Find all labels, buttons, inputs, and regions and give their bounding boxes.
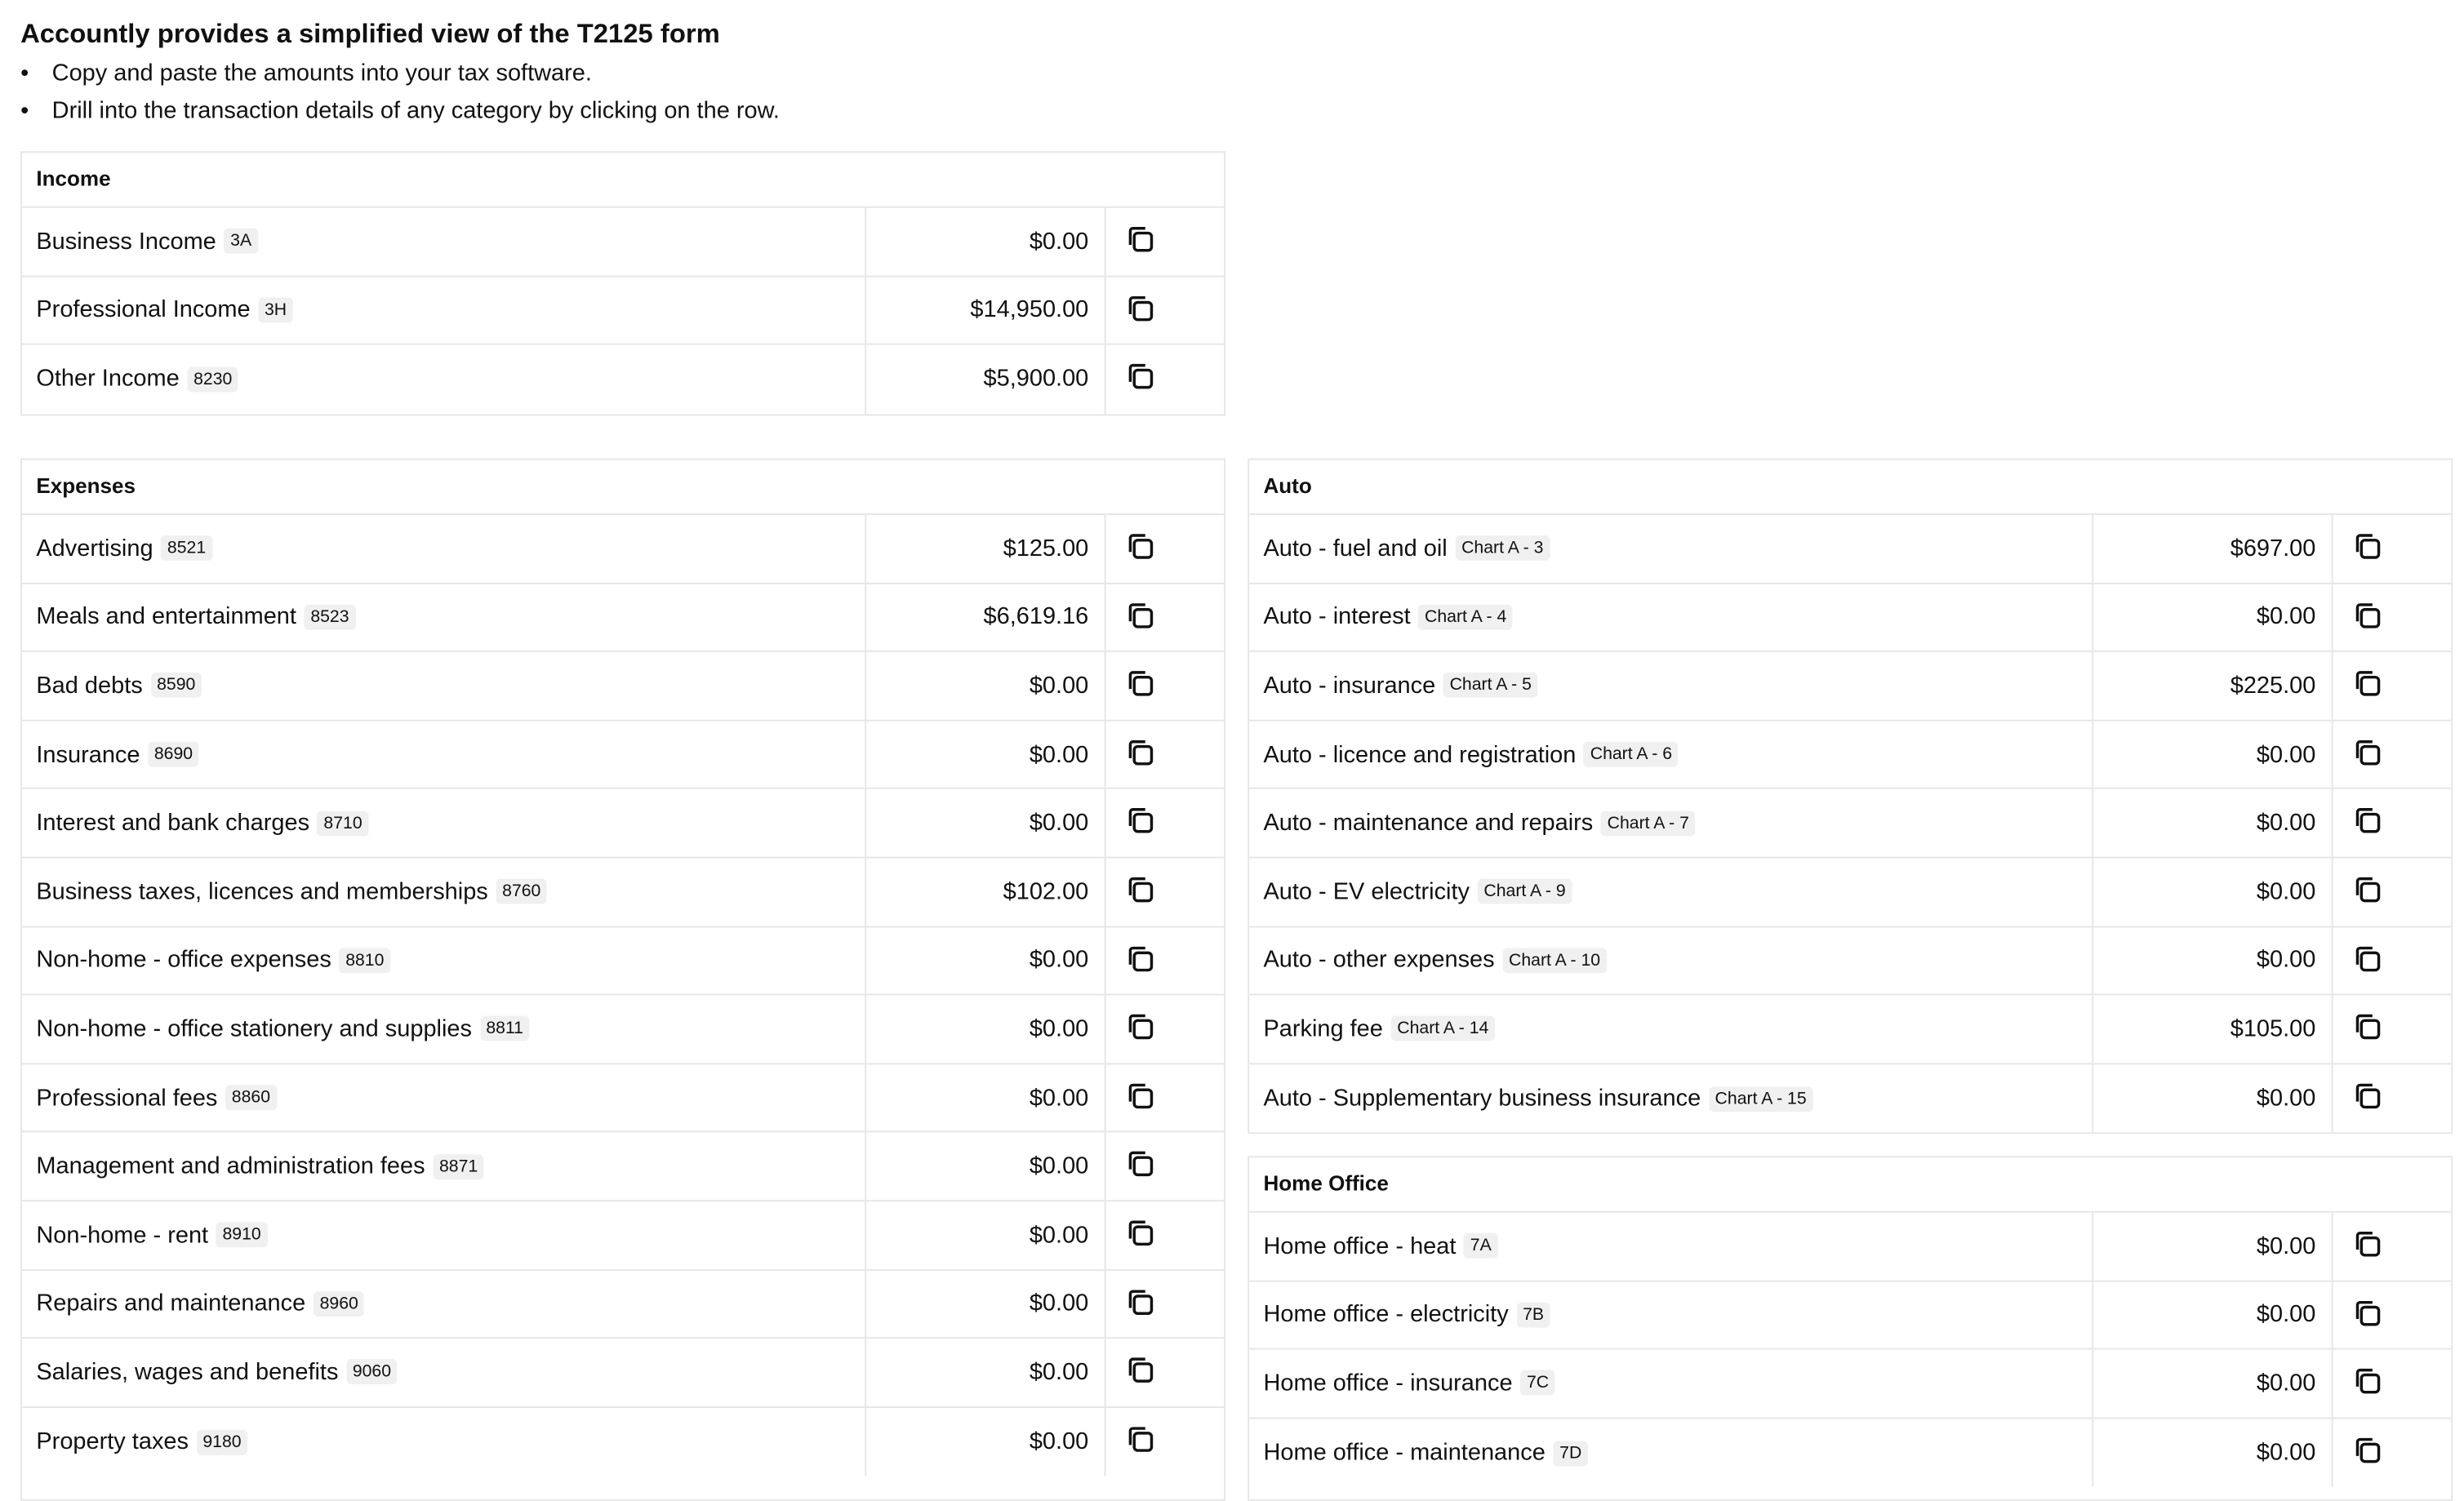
copy-amount-button[interactable]: [1125, 943, 1157, 975]
copy-icon: [2352, 806, 2384, 837]
form-line-code-badge: Chart A - 10: [1502, 948, 1607, 973]
copy-cell: [1106, 1064, 1225, 1131]
row-label-cell: [22, 1339, 866, 1406]
row-amount: $105.00: [2093, 996, 2333, 1063]
copy-amount-button[interactable]: [1125, 1217, 1157, 1249]
row-label: Business Income: [36, 228, 216, 255]
row-label-cell: [1249, 1419, 2093, 1487]
expenses-panel: [20, 458, 1225, 1500]
copy-amount-button[interactable]: [2352, 1434, 2384, 1466]
row-amount: $102.00: [866, 859, 1105, 926]
copy-cell: [2333, 721, 2452, 788]
table-row[interactable]: [22, 859, 1224, 927]
form-line-code-badge: 8860: [225, 1086, 277, 1111]
copy-icon: [1125, 292, 1157, 324]
form-line-code-badge: Chart A - 14: [1391, 1016, 1496, 1041]
row-label-cell: [22, 1201, 866, 1268]
form-line-code-badge: 7C: [1520, 1371, 1555, 1397]
row-amount: $0.00: [866, 789, 1105, 856]
copy-icon: [1125, 1217, 1157, 1249]
copy-cell: [2333, 652, 2452, 719]
copy-amount-button[interactable]: [1125, 531, 1157, 562]
row-label-cell: [1249, 859, 2093, 926]
table-row[interactable]: [22, 208, 1224, 277]
row-label: Auto - Supplementary business insurance: [1263, 1085, 1701, 1112]
row-amount: $0.00: [866, 1270, 1105, 1337]
copy-amount-button[interactable]: [1125, 668, 1157, 699]
table-row[interactable]: [1249, 927, 2451, 996]
row-label-cell: [1249, 515, 2093, 582]
copy-amount-button[interactable]: [2352, 1228, 2384, 1260]
table-row[interactable]: [22, 996, 1224, 1064]
row-label-cell: [22, 1270, 866, 1337]
instruction-item: • Copy and paste the amounts into your tax software.: [20, 56, 780, 92]
form-line-code-badge: 8230: [187, 367, 238, 393]
copy-icon: [2352, 1228, 2384, 1260]
copy-amount-button[interactable]: [1125, 292, 1157, 324]
form-line-code-badge: 3H: [258, 297, 293, 322]
copy-cell: [1106, 1407, 1225, 1476]
row-label-cell: [22, 927, 866, 994]
copy-amount-button[interactable]: [2352, 737, 2384, 769]
income-panel-title: Income: [22, 153, 1224, 208]
row-label: Auto - licence and registration: [1263, 740, 1577, 768]
form-line-code-badge: 9180: [197, 1429, 248, 1454]
row-label: Professional Income: [36, 296, 251, 324]
form-line-code-badge: 8523: [305, 605, 356, 630]
table-row[interactable]: [1249, 1213, 2451, 1281]
copy-cell: [2333, 1213, 2452, 1280]
row-amount: $5,900.00: [866, 345, 1105, 414]
copy-cell: [1106, 996, 1225, 1063]
copy-amount-button[interactable]: [1125, 874, 1157, 906]
row-label-cell: [22, 1407, 866, 1476]
table-row[interactable]: [22, 1270, 1224, 1339]
table-row[interactable]: [22, 1407, 1224, 1476]
form-line-code-badge: 8521: [161, 536, 212, 562]
copy-amount-button[interactable]: [2352, 943, 2384, 975]
copy-icon: [1125, 361, 1157, 393]
copy-cell: [2333, 1281, 2452, 1348]
copy-amount-button[interactable]: [2352, 1080, 2384, 1112]
row-amount: $125.00: [866, 515, 1105, 582]
copy-icon: [1125, 1355, 1157, 1387]
form-line-code-badge: 7A: [1464, 1233, 1497, 1259]
copy-icon: [1125, 943, 1157, 975]
row-label-cell: [22, 584, 866, 651]
row-amount: $0.00: [2093, 721, 2333, 788]
row-label: Salaries, wages and benefits: [36, 1359, 339, 1386]
row-amount: $0.00: [866, 1064, 1105, 1131]
table-row[interactable]: [1249, 789, 2451, 858]
form-line-code-badge: Chart A - 7: [1601, 810, 1696, 836]
form-line-code-badge: Chart A - 3: [1455, 536, 1550, 562]
row-label: Auto - fuel and oil: [1263, 535, 1448, 562]
copy-cell: [2333, 1064, 2452, 1133]
row-label: Auto - other expenses: [1263, 947, 1495, 975]
copy-cell: [2333, 996, 2452, 1063]
copy-icon: [2352, 599, 2384, 631]
row-label: Non-home - rent: [36, 1221, 209, 1249]
form-line-code-badge: 8810: [339, 948, 390, 973]
copy-amount-button[interactable]: [1125, 1148, 1157, 1180]
row-amount: $0.00: [2093, 1281, 2333, 1348]
row-label: Home office - electricity: [1263, 1301, 1509, 1329]
row-amount: $6,619.16: [866, 584, 1105, 651]
copy-cell: [1106, 208, 1225, 275]
row-label: Home office - insurance: [1263, 1370, 1513, 1397]
row-amount: $0.00: [2093, 1350, 2333, 1417]
row-amount: $0.00: [866, 208, 1105, 275]
table-row[interactable]: [1249, 721, 2451, 789]
row-label-cell: [1249, 1213, 2093, 1280]
copy-cell: [2333, 859, 2452, 926]
row-label-cell: [22, 208, 866, 275]
form-line-code-badge: 8960: [314, 1291, 365, 1317]
copy-amount-button[interactable]: [1125, 1011, 1157, 1043]
row-label: Non-home - office stationery and supplies: [36, 1015, 472, 1043]
copy-amount-button[interactable]: [1125, 361, 1157, 393]
expenses-rows: [22, 515, 1224, 1477]
copy-cell: [2333, 1419, 2452, 1487]
table-row[interactable]: [22, 277, 1224, 345]
row-amount: $0.00: [2093, 927, 2333, 994]
expenses-panel-title: Expenses: [22, 460, 1224, 515]
row-label: Auto - insurance: [1263, 672, 1436, 699]
form-line-code-badge: 8760: [496, 879, 547, 904]
form-line-code-badge: 7B: [1516, 1302, 1550, 1327]
income-rows: [22, 208, 1224, 414]
copy-icon: [1125, 1148, 1157, 1180]
table-row[interactable]: [22, 652, 1224, 721]
row-amount: $0.00: [2093, 859, 2333, 926]
home-office-rows: [1249, 1213, 2451, 1487]
row-label: Business taxes, licences and memberships: [36, 878, 488, 906]
row-label-cell: [1249, 996, 2093, 1063]
row-label: Management and administration fees: [36, 1152, 425, 1180]
home-office-panel-title: Home Office: [1249, 1157, 2451, 1213]
instructions-list: [20, 56, 780, 130]
row-amount: $697.00: [2093, 515, 2333, 582]
copy-amount-button[interactable]: [1125, 806, 1157, 837]
row-label-cell: [22, 345, 866, 414]
row-amount: $0.00: [2093, 584, 2333, 651]
row-amount: $225.00: [2093, 652, 2333, 719]
copy-amount-button[interactable]: [2352, 531, 2384, 562]
copy-icon: [2352, 1297, 2384, 1329]
copy-cell: [1106, 1270, 1225, 1337]
form-line-code-badge: Chart A - 15: [1709, 1086, 1813, 1111]
row-label: Auto - interest: [1263, 603, 1411, 631]
row-label: Professional fees: [36, 1084, 218, 1112]
row-label-cell: [22, 996, 866, 1063]
copy-icon: [2352, 1011, 2384, 1043]
form-line-code-badge: 8811: [480, 1016, 530, 1041]
copy-cell: [1106, 652, 1225, 719]
row-label-cell: [22, 1064, 866, 1131]
copy-cell: [1106, 859, 1225, 926]
row-label-cell: [1249, 584, 2093, 651]
form-line-code-badge: 7D: [1553, 1441, 1588, 1466]
row-label-cell: [1249, 789, 2093, 856]
copy-amount-button[interactable]: [1125, 1286, 1157, 1317]
auto-rows: [1249, 515, 2451, 1133]
table-row[interactable]: [22, 1201, 1224, 1270]
form-line-code-badge: 8710: [318, 810, 369, 836]
copy-amount-button[interactable]: [1125, 224, 1157, 255]
copy-cell: [1106, 1201, 1225, 1268]
table-row[interactable]: [1249, 584, 2451, 652]
copy-icon: [2352, 1366, 2384, 1397]
auto-panel-title: Auto: [1249, 460, 2451, 515]
row-label-cell: [22, 859, 866, 926]
copy-cell: [2333, 927, 2452, 994]
row-label-cell: [22, 515, 866, 582]
copy-icon: [2352, 737, 2384, 769]
row-label: Auto - EV electricity: [1263, 878, 1470, 906]
row-amount: $0.00: [866, 927, 1105, 994]
copy-icon: [1125, 737, 1157, 769]
copy-amount-button[interactable]: [2352, 1011, 2384, 1043]
row-amount: $0.00: [2093, 1064, 2333, 1133]
table-row[interactable]: [22, 345, 1224, 414]
row-label: Home office - maintenance: [1263, 1439, 1546, 1467]
row-label: Home office - heat: [1263, 1232, 1457, 1260]
copy-icon: [1125, 668, 1157, 699]
copy-amount-button[interactable]: [2352, 599, 2384, 631]
copy-amount-button[interactable]: [2352, 668, 2384, 699]
page-title: Accountly provides a simplified view of the T2125 form: [20, 19, 720, 49]
copy-icon: [1125, 531, 1157, 562]
copy-icon: [2352, 874, 2384, 906]
row-label-cell: [1249, 721, 2093, 788]
row-amount: $0.00: [866, 1407, 1105, 1476]
row-label: Repairs and maintenance: [36, 1290, 306, 1317]
copy-cell: [1106, 515, 1225, 582]
copy-icon: [1125, 599, 1157, 631]
row-amount: $0.00: [866, 652, 1105, 719]
row-label: Meals and entertainment: [36, 603, 296, 631]
copy-icon: [1125, 1423, 1157, 1455]
copy-cell: [1106, 721, 1225, 788]
row-label-cell: [1249, 1064, 2093, 1133]
copy-icon: [2352, 943, 2384, 975]
copy-cell: [1106, 1339, 1225, 1406]
page-header: [20, 17, 780, 129]
copy-amount-button[interactable]: [1125, 737, 1157, 769]
row-label-cell: [1249, 652, 2093, 719]
copy-cell: [1106, 1133, 1225, 1200]
row-label: Interest and bank charges: [36, 810, 310, 837]
copy-amount-button[interactable]: [1125, 599, 1157, 631]
auto-panel: [1248, 458, 2453, 1134]
copy-cell: [1106, 927, 1225, 994]
copy-icon: [2352, 1434, 2384, 1466]
form-line-code-badge: 8690: [148, 742, 199, 767]
row-label-cell: [22, 652, 866, 719]
table-row[interactable]: [1249, 1281, 2451, 1350]
row-label-cell: [1249, 1350, 2093, 1417]
row-amount: $0.00: [866, 1133, 1105, 1200]
copy-cell: [2333, 1350, 2452, 1417]
copy-amount-button[interactable]: [2352, 874, 2384, 906]
row-label: Insurance: [36, 740, 140, 768]
table-row[interactable]: [22, 1133, 1224, 1201]
table-row[interactable]: [22, 927, 1224, 996]
table-row[interactable]: [22, 515, 1224, 584]
table-row[interactable]: [22, 1064, 1224, 1133]
row-amount: $0.00: [866, 1201, 1105, 1268]
table-row[interactable]: [1249, 1419, 2451, 1487]
copy-amount-button[interactable]: [1125, 1355, 1157, 1387]
copy-amount-button[interactable]: [1125, 1423, 1157, 1455]
row-amount: $0.00: [2093, 789, 2333, 856]
row-label-cell: [22, 277, 866, 344]
home-office-panel: [1248, 1156, 2453, 1501]
copy-cell: [1106, 789, 1225, 856]
row-label-cell: [22, 789, 866, 856]
copy-icon: [1125, 1080, 1157, 1112]
row-amount: $0.00: [2093, 1213, 2333, 1280]
table-row[interactable]: [1249, 859, 2451, 927]
copy-cell: [2333, 789, 2452, 856]
form-line-code-badge: 8590: [150, 673, 202, 699]
copy-icon: [1125, 874, 1157, 906]
row-amount: $0.00: [866, 721, 1105, 788]
copy-cell: [1106, 345, 1225, 414]
table-row[interactable]: [22, 789, 1224, 858]
form-line-code-badge: 3A: [224, 229, 257, 254]
form-line-code-badge: Chart A - 9: [1478, 879, 1572, 904]
form-line-code-badge: 9060: [346, 1360, 398, 1385]
row-label: Auto - maintenance and repairs: [1263, 810, 1594, 837]
row-label-cell: [1249, 927, 2093, 994]
form-line-code-badge: Chart A - 5: [1443, 673, 1538, 699]
row-label: Property taxes: [36, 1428, 189, 1455]
row-amount: $0.00: [866, 996, 1105, 1063]
table-row[interactable]: [1249, 1350, 2451, 1419]
table-row[interactable]: [22, 1339, 1224, 1407]
row-label-cell: [22, 721, 866, 788]
table-row[interactable]: [1249, 652, 2451, 721]
copy-cell: [2333, 584, 2452, 651]
row-label-cell: [1249, 1281, 2093, 1348]
copy-amount-button[interactable]: [2352, 806, 2384, 837]
form-line-code-badge: 8871: [433, 1154, 484, 1179]
copy-icon: [1125, 224, 1157, 255]
row-label: Advertising: [36, 535, 153, 562]
copy-amount-button[interactable]: [2352, 1366, 2384, 1397]
copy-icon: [2352, 1080, 2384, 1112]
row-label: Non-home - office expenses: [36, 947, 331, 975]
row-amount: $0.00: [866, 1339, 1105, 1406]
row-label: Other Income: [36, 366, 180, 393]
row-label: Parking fee: [1263, 1015, 1383, 1043]
copy-icon: [1125, 1286, 1157, 1317]
copy-cell: [2333, 515, 2452, 582]
table-row[interactable]: [1249, 1064, 2451, 1133]
copy-amount-button[interactable]: [2352, 1297, 2384, 1329]
copy-icon: [1125, 1011, 1157, 1043]
table-row[interactable]: [22, 584, 1224, 652]
form-line-code-badge: Chart A - 6: [1584, 742, 1679, 767]
copy-cell: [1106, 584, 1225, 651]
copy-amount-button[interactable]: [1125, 1080, 1157, 1112]
row-label: Bad debts: [36, 672, 143, 699]
table-row[interactable]: [1249, 515, 2451, 584]
form-line-code-badge: 8910: [216, 1223, 268, 1248]
copy-icon: [1125, 806, 1157, 837]
copy-icon: [2352, 531, 2384, 562]
table-row[interactable]: [1249, 996, 2451, 1064]
row-amount: $14,950.00: [866, 277, 1105, 344]
instruction-item: • Drill into the transaction details of any category by clicking on the row.: [20, 92, 780, 129]
copy-cell: [1106, 277, 1225, 344]
row-label-cell: [22, 1133, 866, 1200]
table-row[interactable]: [22, 721, 1224, 789]
income-panel: [20, 151, 1225, 415]
row-amount: $0.00: [2093, 1419, 2333, 1487]
copy-icon: [2352, 668, 2384, 699]
form-line-code-badge: Chart A - 4: [1418, 605, 1513, 630]
